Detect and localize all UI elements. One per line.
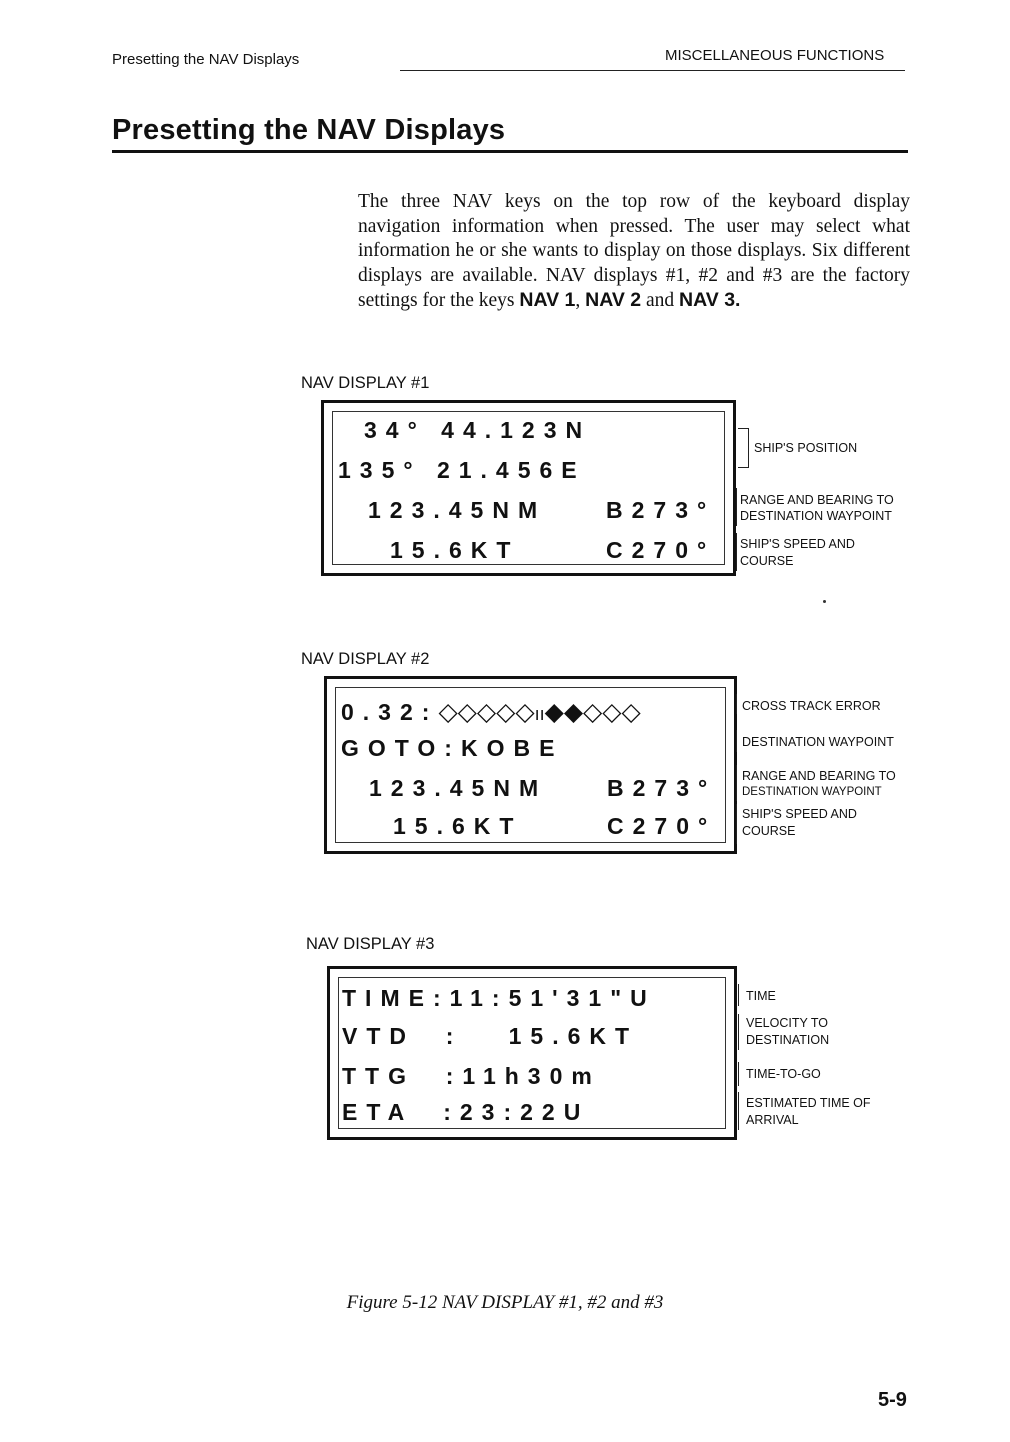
intro-sep1: , <box>575 290 586 311</box>
time-line: TIME:11:51'31"U <box>342 985 656 1011</box>
annotation-destination-waypoint: DESTINATION WAYPOINT <box>740 509 892 523</box>
title-rule <box>112 150 908 153</box>
annotation-course: COURSE <box>740 554 794 568</box>
nav-display-3-label: NAV DISPLAY #3 <box>306 935 435 953</box>
key-nav1: NAV 1 <box>519 289 576 311</box>
annotation-bar <box>736 533 737 571</box>
intro-sep2: and <box>641 290 680 311</box>
annotation-bar <box>736 694 737 714</box>
nav-display-1-label: NAV DISPLAY #1 <box>301 374 430 392</box>
annotation-destination: DESTINATION <box>746 1033 830 1047</box>
course-value: C270° <box>607 813 717 839</box>
annotation-bar <box>738 1092 739 1130</box>
range-value: 123.45NM <box>368 497 547 523</box>
intro-paragraph <box>358 190 910 314</box>
annotation-bar <box>738 1014 739 1050</box>
xte-value: 0.32: <box>341 699 439 725</box>
bracket-bottom <box>738 467 748 468</box>
annotation-time: TIME <box>746 989 776 1003</box>
speed-value: 15.6KT <box>393 813 523 839</box>
annotation-range-bearing: RANGE AND BEARING TO <box>740 493 894 507</box>
annotation-bar <box>736 488 737 526</box>
annotation-bar <box>736 730 737 752</box>
annotation-time-to-go: TIME-TO-GO <box>746 1067 821 1081</box>
annotation-bar <box>738 1062 739 1086</box>
bracket-top <box>738 428 748 429</box>
header-rule <box>400 70 905 71</box>
running-header-left: Presetting the NAV Displays <box>112 51 300 68</box>
xte-bar-left: ◇◇◇◇◇ <box>438 698 535 726</box>
annotation-destination-waypoint-2: DESTINATION WAYPOINT <box>742 786 882 798</box>
goto-waypoint-line: GOTO:KOBE <box>341 735 564 761</box>
annotation-speed: SHIP'S SPEED AND <box>742 807 857 821</box>
xte-bar-right: ◇◇◇ <box>583 698 641 726</box>
nav-display-2-screen <box>324 676 737 854</box>
annotation-destination-waypoint: DESTINATION WAYPOINT <box>742 735 894 749</box>
annotation-bar <box>736 765 737 801</box>
ships-position-bracket <box>748 428 749 468</box>
xte-bar-filled: ◆◆ <box>544 698 584 726</box>
annotation-speed: SHIP'S SPEED AND <box>740 537 855 551</box>
key-nav3: NAV 3. <box>679 289 741 311</box>
range-value: 123.45NM <box>369 775 548 801</box>
stray-dot <box>823 600 826 603</box>
nav-display-3-screen <box>327 966 737 1140</box>
speed-value: 15.6KT <box>390 537 520 563</box>
eta-line: ETA :23:22U <box>342 1099 590 1125</box>
xte-center-mark: ıı <box>534 704 545 724</box>
annotation-eta: ESTIMATED TIME OF <box>746 1096 871 1110</box>
bearing-value: B273° <box>607 775 717 801</box>
nav-display-2-label: NAV DISPLAY #2 <box>301 650 430 668</box>
intro-text: The three NAV keys on the top row of the keyboard display navigation information when pressed. The user may select what information he or she wants to display on those displays. Six different displays are available. NAV displays #1, #2 and #3 are the factory settings for the keys <box>358 191 910 311</box>
longitude-line: 135° 21.456E <box>338 457 586 483</box>
nav-display-1-screen <box>321 400 736 576</box>
annotation-bar <box>738 984 739 1006</box>
page-title: Presetting the NAV Displays <box>112 114 506 146</box>
annotation-bar <box>736 804 737 844</box>
bearing-value: B273° <box>606 497 716 523</box>
latitude-line: 34° 44.123N <box>364 417 592 443</box>
key-nav2: NAV 2 <box>585 289 642 311</box>
running-header-right: MISCELLANEOUS FUNCTIONS <box>665 47 885 64</box>
annotation-cross-track-error: CROSS TRACK ERROR <box>742 699 881 713</box>
xte-line <box>341 697 641 727</box>
annotation-range-bearing: RANGE AND BEARING TO <box>742 769 896 783</box>
page-number: 5-9 <box>878 1389 907 1411</box>
ttg-line: TTG :11h30m <box>342 1063 601 1089</box>
figure-caption: Figure 5-12 NAV DISPLAY #1, #2 and #3 <box>346 1292 664 1313</box>
annotation-course: COURSE <box>742 824 796 838</box>
course-value: C270° <box>606 537 716 563</box>
annotation-arrival: ARRIVAL <box>746 1113 799 1127</box>
annotation-velocity: VELOCITY TO <box>746 1016 828 1030</box>
annotation-ships-position: SHIP'S POSITION <box>754 441 858 455</box>
vtd-line: VTD : 15.6KT <box>342 1023 639 1049</box>
